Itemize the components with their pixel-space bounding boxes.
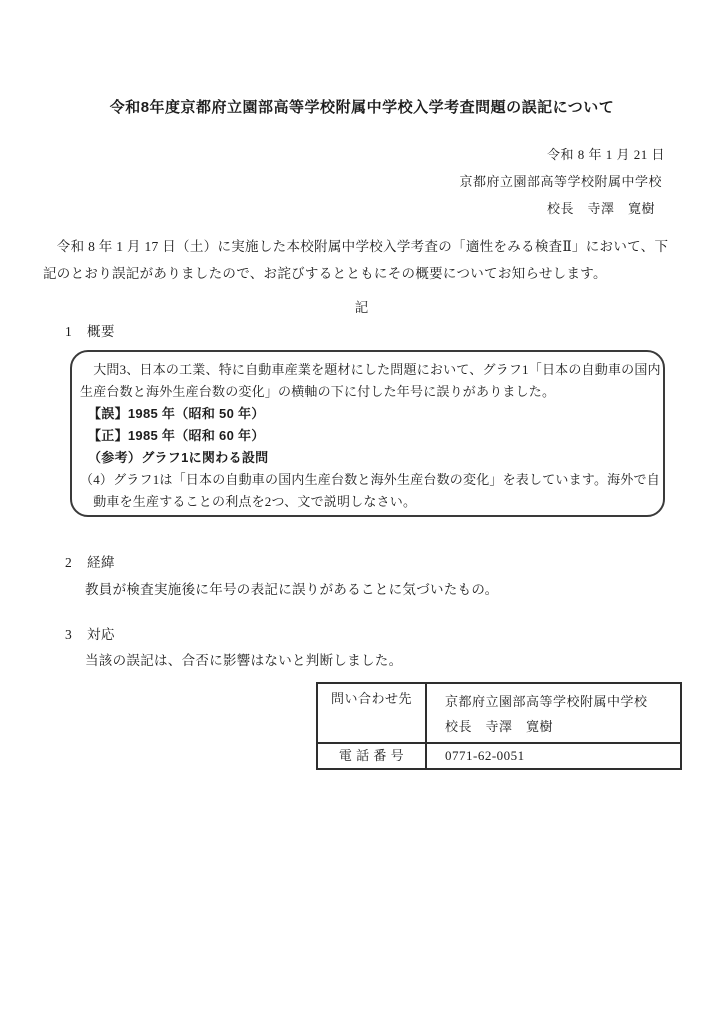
table-row-inquiry (317, 683, 681, 743)
section-body-background: 教員が検査実施後に年号の表記に誤りがあることに気づいたもの。 (85, 582, 499, 597)
section-number: 2 (65, 555, 73, 570)
correct-value-line: 【正】1985 年（昭和 60 年） (88, 428, 265, 443)
issuing-school-name: 京都府立園部高等学校附属中学校 (459, 174, 662, 189)
issued-date: 令和 8 年 1 月 21 日 (546, 147, 665, 162)
ki-center-label: 記 (354, 300, 370, 315)
phone-label-cell: 電 話 番 号 (317, 743, 426, 769)
section-title: 経緯 (87, 555, 115, 570)
intro-line: 記のとおり誤記がありましたので、お詫びするとともにその概要についてお知らせします。 (43, 266, 607, 281)
reference-question-line: 動車を生産することの利点を2つ、文で説明しなさい。 (80, 494, 417, 509)
error-description-line: 大問3、日本の工業、特に自動車産業を題材にした問題において、グラフ1「日本の自動車の国内 (80, 362, 661, 377)
section-heading-background (65, 551, 115, 571)
reference-heading-line: （参考）グラフ1に関わる設問 (88, 450, 269, 465)
error-description-box (70, 350, 665, 517)
phone-value-cell: 0771-62-0051 (426, 743, 681, 769)
intro-paragraph (43, 233, 683, 287)
error-description-line: 生産台数と海外生産台数の変化」の横軸の下に付した年号に誤りがありました。 (80, 384, 556, 399)
contact-table (316, 682, 682, 770)
table-row-phone (317, 743, 681, 769)
section-number: 3 (65, 627, 73, 642)
intro-line: 令和 8 年 1 月 17 日（土）に実施した本校附属中学校入学考査の「適性をみる検査Ⅱ」において、下 (43, 239, 669, 254)
reference-question-line: （4）グラフ1は「日本の自動車の国内生産台数と海外生産台数の変化」を表しています。海外で自 (80, 472, 660, 487)
section-number: 1 (65, 324, 73, 339)
section-title: 対応 (87, 627, 115, 642)
section-title: 概要 (87, 324, 115, 339)
section-heading-overview (65, 320, 115, 340)
page-title: 令和8年度京都府立園部高等学校附属中学校入学考査問題の誤記について (109, 99, 615, 116)
section-heading-response (65, 623, 115, 643)
inquiry-label-cell: 問い合わせ先 (317, 683, 426, 743)
principal-name: 校長 寺澤 寛樹 (546, 201, 655, 216)
inquiry-value-cell (426, 683, 681, 743)
section-body-response: 当該の誤記は、合否に影響はないと判断しました。 (85, 653, 403, 668)
wrong-value-line: 【誤】1985 年（昭和 50 年） (88, 406, 265, 421)
inquiry-principal-line: 校長 寺澤 寛樹 (445, 719, 554, 734)
inquiry-school-line: 京都府立園部高等学校附属中学校 (445, 694, 648, 709)
